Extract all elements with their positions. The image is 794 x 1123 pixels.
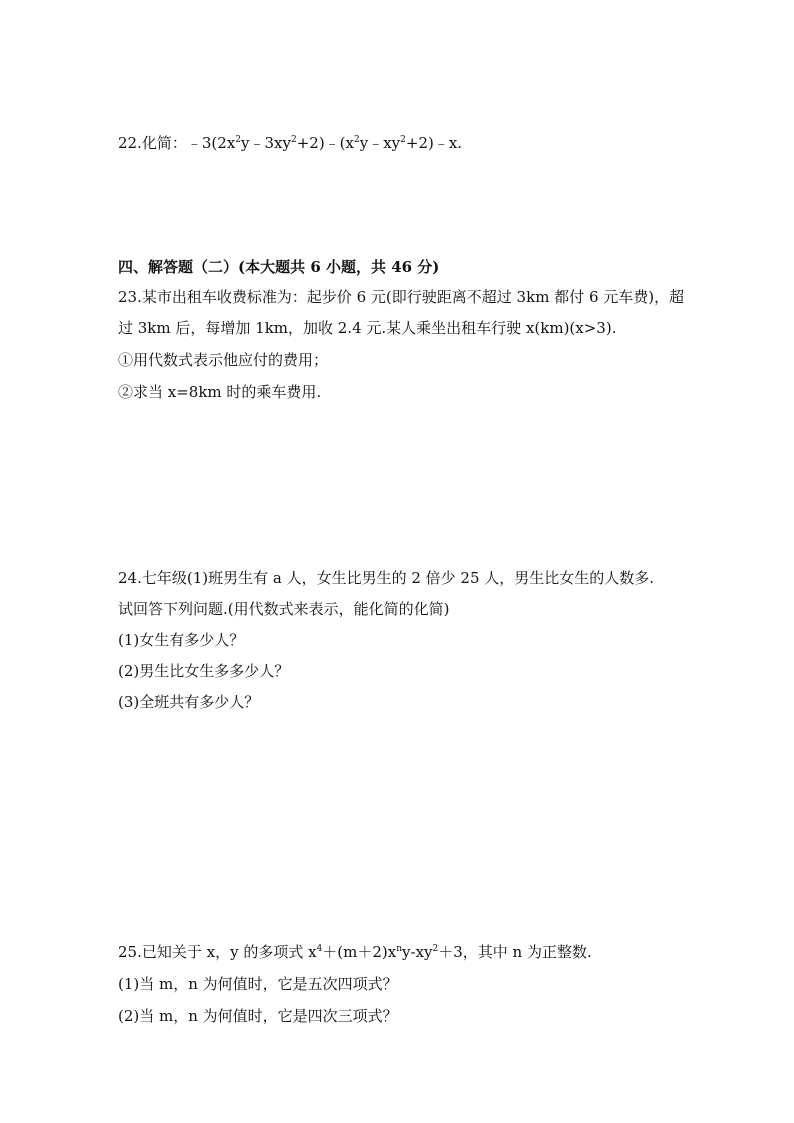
expr-part: y﹣xy xyxy=(359,134,401,152)
question-24-part-1: (1)女生有多少人？ xyxy=(118,631,245,649)
expr-part: ﹣3(2x xyxy=(186,134,236,152)
question-23-line-1: 23.某市出租车收费标准为：起步价 6 元(即行驶距离不超过 3km 都付 6 元车费)，超 xyxy=(118,288,685,306)
exponent: 4 xyxy=(316,944,323,954)
question-24-line-2: 试回答下列问题.(用代数式来表示，能化简的化简) xyxy=(118,600,450,618)
question-24-part-2: (2)男生比女生多多少人？ xyxy=(118,662,290,680)
question-23-part-1: ①用代数式表示他应付的费用； xyxy=(118,351,329,369)
stem-part: y-xy xyxy=(402,943,433,961)
exponent: 2 xyxy=(432,944,439,954)
question-24-line-1: 24.七年级(1)班男生有 a 人，女生比男生的 2 倍少 25 人，男生比女生的人数多. xyxy=(118,569,655,587)
question-22-label: 化简： xyxy=(141,134,187,152)
question-22 xyxy=(118,133,462,153)
exponent: 2 xyxy=(353,135,360,145)
exponent: n xyxy=(396,944,403,954)
expr-part: +2)﹣(x xyxy=(296,134,354,152)
stem-part: ＋3，其中 n 为正整数. xyxy=(438,943,592,961)
question-25-stem xyxy=(118,942,592,962)
exponent: 2 xyxy=(290,135,297,145)
expr-part: +2)﹣x. xyxy=(405,134,463,152)
question-23-part-2: ②求当 x=8km 时的乘车费用. xyxy=(118,383,322,401)
exponent: 2 xyxy=(235,135,242,145)
stem-part: 25.已知关于 x，y 的多项式 x xyxy=(118,943,317,961)
question-23-line-2: 过 3km 后，每增加 1km，加收 2.4 元.某人乘坐出租车行驶 x(km)(x>3). xyxy=(118,319,617,337)
question-25-part-1: (1)当 m，n 为何值时，它是五次四项式？ xyxy=(118,975,398,993)
question-22-number: 22. xyxy=(118,134,142,152)
section-heading: 四、解答题（二）(本大题共 6 小题，共 46 分) xyxy=(118,258,440,276)
expr-part: y﹣3xy xyxy=(241,134,291,152)
stem-part: ＋(m＋2)x xyxy=(322,943,397,961)
exponent: 2 xyxy=(400,135,406,145)
question-25-part-2: (2)当 m，n 为何值时，它是四次三项式？ xyxy=(118,1007,398,1025)
question-24-part-3: (3)全班共有多少人？ xyxy=(118,693,260,711)
